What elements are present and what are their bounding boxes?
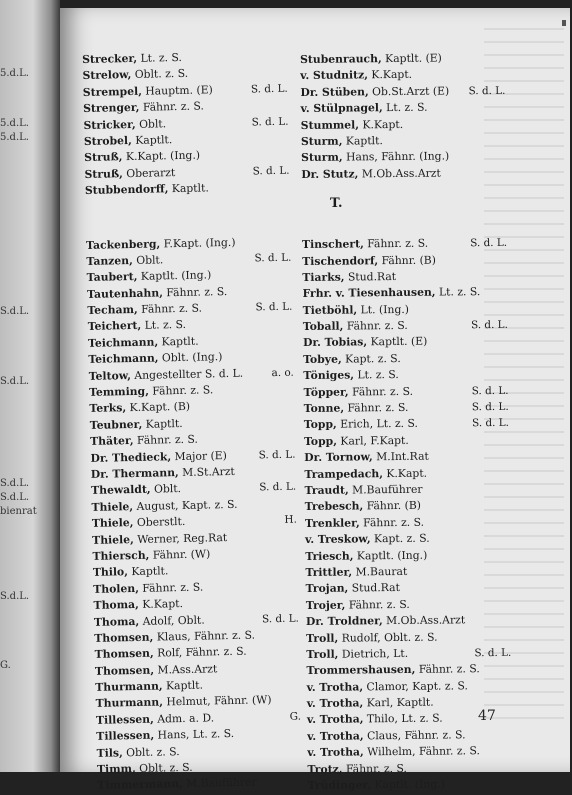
entry-status-mark: S. d. L.	[259, 480, 297, 494]
entry-details: Hans, Fähnr. (Ing.)	[342, 149, 450, 164]
entry-status-mark: S. d. L.	[468, 84, 506, 98]
entry-details: August, Kapt. z. S.	[132, 497, 238, 513]
entry-details: Claus, Fähnr. z. S.	[363, 728, 466, 743]
entry-details: Kaptlt. (Ing.)	[370, 777, 445, 792]
entry-surname: Triesch,	[305, 549, 354, 563]
entry-details: Kaptlt.	[131, 133, 173, 147]
entry-details: M.Baurat	[352, 564, 408, 579]
entry-status-mark: S. d. L.	[251, 115, 289, 129]
entry-details: Fähnr. z. S.	[133, 432, 199, 448]
entry-surname: Traudt,	[304, 483, 349, 497]
entry-surname: Teubner,	[89, 417, 143, 432]
entry-surname: Dr. Tornow,	[304, 450, 373, 465]
entry-details: Ob.St.Arzt (E)	[368, 84, 450, 99]
entry-surname: Thomsen,	[94, 646, 154, 662]
entry-surname: Teichmann,	[88, 351, 159, 367]
facing-page-line: 5.d.L.	[0, 118, 29, 129]
facing-page-line: G.	[0, 660, 11, 671]
entry-surname: Stubenrauch,	[300, 52, 382, 66]
entry-surname: Thewaldt,	[91, 483, 151, 498]
entry-status-mark: S. d. L.	[261, 612, 300, 625]
entry-details: M.Int.Rat	[372, 449, 429, 464]
entry-details: Oberstlt.	[133, 515, 186, 530]
entry-surname: Teichert,	[87, 319, 142, 334]
entry-surname: Tackenberg,	[85, 236, 161, 252]
entry-details: K.Kapt.	[367, 68, 413, 82]
entry-details: Helmut, Fähnr. (W)	[162, 693, 272, 709]
entry-surname: Strenger,	[83, 100, 140, 116]
entry-details: Fähnr. z. S.	[343, 400, 409, 415]
entry-details: Fähnr. (W)	[149, 547, 211, 562]
left-column-top-list	[82, 48, 290, 200]
entry-surname: Thoma,	[93, 614, 140, 629]
entry-details: Kaptlt. (Ing.)	[353, 548, 428, 563]
facing-page-line: 5.d.L.	[0, 68, 29, 79]
entry-details: Fähnr. z. S.	[415, 662, 480, 677]
entry-surname: Terks,	[89, 401, 127, 416]
entry-surname: Troll,	[306, 647, 339, 661]
entry-details: Fähnr. z. S.	[342, 761, 407, 776]
entry-surname: Trojan,	[305, 581, 349, 596]
left-column	[82, 48, 303, 795]
entry-surname: Trenkler,	[304, 516, 360, 530]
entry-surname: Thoma,	[93, 598, 139, 612]
entry-surname: Dr. Thedieck,	[90, 449, 172, 465]
entry-details: F.Kapt. (Ing.)	[160, 235, 236, 250]
directory-entry	[301, 165, 506, 184]
entry-surname: Strobel,	[83, 133, 132, 148]
entry-surname: Thurmann,	[95, 679, 163, 694]
entry-surname: Topp,	[303, 418, 337, 432]
entry-surname: Tils,	[96, 745, 123, 760]
entry-surname: Sturm,	[300, 134, 343, 148]
entry-surname: Thiele,	[92, 532, 134, 547]
page-number: 47	[478, 708, 496, 724]
entry-surname: Thäter,	[90, 434, 134, 449]
entry-surname: Strempel,	[82, 84, 143, 99]
entry-details: Rudolf, Oblt. z. S.	[338, 630, 438, 645]
entry-details: Angestellter S. d. L.	[130, 366, 244, 382]
entry-surname: Tiarks,	[302, 270, 345, 284]
entry-details: Hauptm. (E)	[141, 83, 213, 98]
entry-status-mark: S. d. L.	[472, 417, 509, 430]
entry-surname: Thilo,	[92, 565, 129, 580]
entry-surname: v. Trotha,	[307, 745, 364, 760]
section-gap	[301, 181, 507, 237]
entry-surname: Tanzen,	[86, 253, 133, 268]
entry-surname: Trebesch,	[304, 499, 364, 514]
entry-surname: Struß,	[84, 150, 123, 165]
entry-details: Karl, F.Kapt.	[336, 433, 409, 448]
entry-status-mark: a. o.	[271, 366, 294, 379]
entry-surname: Trotz,	[307, 762, 343, 776]
entry-details: Kapt. z. S.	[370, 531, 430, 546]
entry-surname: Tholen,	[93, 581, 140, 596]
entry-details: Clamor, Kapt. z. S.	[363, 678, 468, 694]
entry-details: Fähnr. z. S.	[343, 318, 408, 333]
entry-details: M.St.Arzt	[178, 464, 235, 480]
facing-page-line: 5.d.L.	[0, 132, 29, 143]
facing-page-line: S.d.L.	[0, 591, 30, 602]
entry-surname: Trüdinger,	[307, 778, 372, 792]
entry-details: K.Kapt. (B)	[126, 400, 191, 415]
entry-surname: Stummel,	[300, 117, 360, 132]
entry-surname: v. Treskow,	[305, 532, 371, 547]
entry-surname: Tietböhl,	[302, 303, 358, 317]
entry-details: Oblt.	[132, 253, 164, 267]
entry-details: K.Kapt.	[358, 117, 404, 131]
entry-surname: v. Trotha,	[306, 696, 364, 711]
entry-details: K.Kapt.	[382, 466, 428, 480]
entry-details: Fähnr. z. S.	[138, 580, 204, 595]
entry-surname: Tillessen,	[96, 728, 155, 744]
entry-status-mark: S. d. L.	[250, 82, 288, 96]
entry-status-mark: S. d. L.	[471, 400, 509, 414]
entry-details: Fähnr. (B)	[378, 253, 436, 267]
entry-surname: Struß,	[84, 166, 123, 181]
entry-details: M.Bauführer	[348, 482, 423, 497]
entry-details: Oblt. (Ing.)	[158, 350, 223, 365]
entry-details: Kaptlt.	[158, 334, 199, 349]
entry-status-mark: G.	[289, 710, 302, 723]
entry-surname: Tillessen,	[95, 712, 154, 727]
entry-surname: Timmermann,	[97, 777, 183, 793]
entry-surname: Tonne,	[303, 401, 345, 416]
entry-details: Fähnr. z. S.	[148, 383, 214, 398]
entry-surname: v. Trotha,	[306, 712, 364, 727]
entry-surname: Frhr. v. Tiesenhausen,	[302, 285, 436, 301]
right-column-top-list	[300, 50, 506, 183]
entry-details: Lt. z. S.	[141, 318, 187, 333]
entry-details: Fähnr. z. S.	[162, 284, 228, 300]
entry-surname: Töpper,	[303, 385, 349, 399]
book-page	[60, 8, 570, 793]
entry-surname: Stubbendorff,	[84, 182, 169, 198]
directory-entry	[308, 776, 513, 795]
entry-details: Oberarzt	[122, 165, 176, 180]
right-column	[300, 50, 513, 795]
entry-surname: Thurmann,	[95, 695, 164, 711]
entry-surname: Teichmann,	[87, 335, 159, 350]
entry-details: Werner, Reg.Rat	[133, 530, 228, 546]
entry-surname: Tobye,	[303, 352, 342, 366]
entry-details: M.Ass.Arzt	[153, 661, 218, 677]
entry-details: Fähnr. (B)	[363, 499, 422, 513]
entry-details: Lt. z. S.	[435, 285, 481, 299]
entry-details: Kaptlt.	[127, 564, 169, 579]
entry-surname: Thiersch,	[92, 548, 150, 563]
entry-details: K.Kapt. (Ing.)	[122, 148, 201, 164]
entry-details: M.Ob.Ass.Arzt	[358, 166, 441, 181]
entry-surname: Trojer,	[305, 598, 346, 612]
entry-surname: Troll,	[306, 631, 339, 645]
entry-surname: Teltow,	[88, 368, 132, 383]
left-column-bottom-list	[86, 233, 303, 794]
directory-entry	[97, 774, 302, 795]
entry-surname: Dr. Stüben,	[300, 85, 369, 99]
entry-surname: Tischendorf,	[302, 253, 379, 268]
entry-details: Kaptlt. (E)	[381, 51, 442, 66]
entry-status-mark: S. d. L.	[470, 318, 508, 332]
entry-details: Kaptlt.	[142, 416, 183, 431]
entry-surname: Temming,	[88, 384, 150, 399]
entry-details: Kaptlt.	[342, 134, 383, 148]
entry-surname: Toball,	[302, 319, 344, 334]
entry-status-mark: S. d. L.	[258, 448, 296, 461]
entry-surname: Trittler,	[305, 565, 353, 579]
entry-surname: Sturm,	[301, 150, 343, 165]
entry-surname: Tautenhahn,	[86, 286, 164, 301]
entry-details: Klaus, Fähnr. z. S.	[153, 628, 256, 644]
entry-details: Kaptlt. (Ing.)	[137, 268, 212, 284]
facing-page-line: bienrat	[0, 506, 37, 517]
entry-details: Fähnr. z. S.	[348, 384, 414, 399]
entry-details: Rolf, Fähnr. z. S.	[153, 644, 247, 660]
entry-details: K.Kapt.	[138, 597, 184, 612]
entry-status-mark: S. d. L.	[470, 236, 508, 250]
facing-page-line: S.d.L.	[0, 492, 30, 503]
entry-details: Lt. (Ing.)	[357, 302, 410, 317]
entry-details: Oblt. z. S.	[122, 744, 180, 759]
section-letter: T.	[330, 196, 343, 211]
entry-details: Oblt. z. S.	[131, 67, 189, 82]
entry-status-mark: H.	[284, 513, 297, 527]
entry-details: Hans, Lt. z. S.	[154, 727, 235, 742]
entry-details: Fähnr. z. S.	[345, 597, 410, 612]
entry-details: Karl, Kaptlt.	[363, 695, 434, 710]
entry-details: Stud.Rat	[344, 269, 397, 284]
entry-details: M.Bauführer	[182, 775, 257, 791]
entry-details: Kaptlt.	[162, 678, 204, 693]
entry-surname: Thomsen,	[94, 630, 154, 645]
entry-details: Fähnr. z. S.	[139, 99, 204, 114]
entry-details: Fähnr. z. S.	[137, 301, 203, 316]
entry-surname: Stricker,	[83, 117, 136, 132]
entry-surname: Dr. Thermann,	[90, 466, 179, 481]
entry-status-mark: S. d. L.	[474, 646, 512, 660]
entry-details: Adolf, Oblt.	[139, 613, 205, 628]
entry-details: Lt. z. S.	[382, 100, 428, 115]
entry-status-mark: S. d. L.	[471, 384, 509, 397]
entry-surname: v. Stülpnagel,	[300, 101, 383, 116]
entry-details: Kaptlt.	[168, 181, 209, 196]
facing-page-line: S.d.L.	[0, 306, 30, 317]
entry-surname: Thomsen,	[94, 663, 155, 678]
entry-surname: Dr. Tobias,	[302, 335, 368, 350]
facing-page-line: S.d.L.	[0, 478, 30, 489]
entry-details: Fähnr. z. S.	[363, 236, 429, 251]
entry-details: Oblt.	[150, 482, 182, 497]
entry-details: Oblt. z. S.	[135, 760, 193, 776]
entry-surname: Tinschert,	[301, 237, 364, 252]
entry-surname: Thiele,	[91, 499, 134, 514]
section-gap	[85, 195, 291, 237]
entry-surname: Trampedach,	[304, 466, 383, 481]
entry-details: Kaptlt. (E)	[367, 335, 428, 349]
entry-details: Wilhelm, Fähnr. z. S.	[363, 744, 480, 759]
entry-surname: Dr. Troldner,	[305, 614, 383, 629]
entry-surname: Dr. Stutz,	[301, 167, 359, 181]
entry-surname: v. Trotha,	[306, 680, 364, 694]
entry-details: Fähnr. z. S.	[359, 515, 425, 530]
entry-surname: Trommershausen,	[306, 663, 416, 678]
entry-details: Lt. z. S.	[136, 50, 183, 65]
entry-details: Thilo, Lt. z. S.	[363, 711, 443, 726]
entry-details: Dietrich, Lt.	[338, 646, 409, 661]
facing-page-line: S.d.L.	[0, 376, 30, 387]
entry-surname: Techam,	[87, 302, 138, 318]
entry-status-mark: S. d. L.	[254, 251, 292, 265]
entry-details: Major (E)	[171, 448, 227, 463]
entry-details: Adm. a. D.	[153, 711, 215, 726]
entry-surname: v. Studnitz,	[300, 68, 369, 83]
entry-details: Erich, Lt. z. S.	[336, 417, 418, 432]
entry-details: Kapt. z. S.	[341, 351, 401, 366]
corner-mark	[562, 20, 566, 26]
entry-details: Lt. z. S.	[353, 368, 399, 382]
entry-status-mark: S. d. L.	[255, 300, 293, 314]
entry-surname: Timm,	[96, 762, 136, 776]
entry-status-mark: S. d. L.	[252, 164, 290, 178]
entry-surname: Thiele,	[91, 516, 134, 531]
entry-surname: Strelow,	[82, 68, 132, 83]
entry-details: M.Ob.Ass.Arzt	[382, 613, 466, 628]
entry-details: Stud.Rat	[348, 581, 400, 595]
entry-surname: v. Trotha,	[307, 729, 364, 743]
entry-surname: Taubert,	[86, 270, 138, 285]
entry-surname: Strecker,	[82, 51, 138, 66]
entry-surname: Töniges,	[303, 368, 355, 383]
entry-details: Oblt.	[135, 116, 167, 131]
entry-surname: Topp,	[304, 434, 338, 448]
